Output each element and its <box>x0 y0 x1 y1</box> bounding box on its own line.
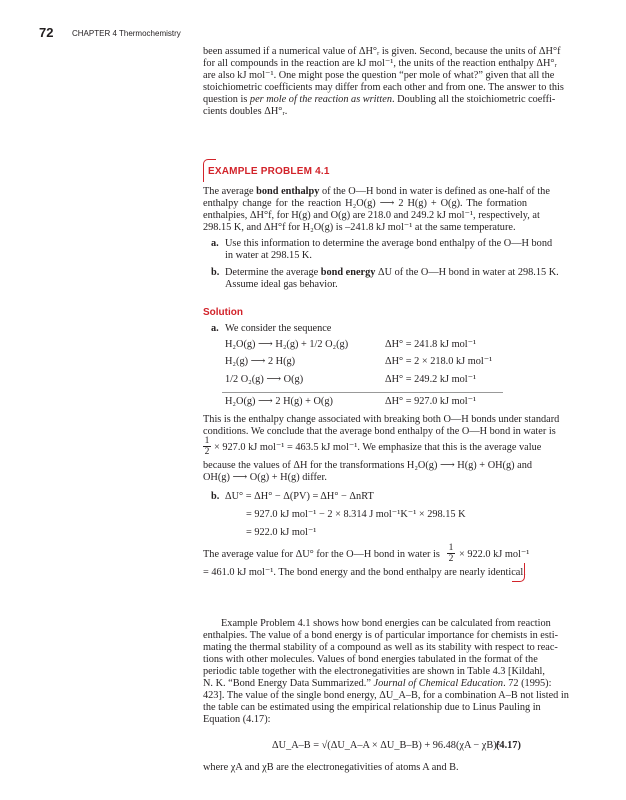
reaction: 1/2 O₂(g) ⟶ O(g) <box>225 374 304 385</box>
text-line: in water at 298.15 K. <box>225 250 312 261</box>
equation-line: = 922.0 kJ mol⁻¹ <box>246 527 317 538</box>
text-line: Equation (4.17): <box>203 714 271 725</box>
text-line: 298.15 K, and ΔH°f for H₂O(g) is –241.8 kJ mol⁻¹ at the same temperature. <box>203 222 516 233</box>
sum-divider <box>222 392 503 393</box>
text: The average <box>203 186 257 197</box>
text: Determine the average <box>225 267 321 278</box>
text: . Doubling all the stoichiometric coeffi- <box>391 94 556 105</box>
text-line: stoichiometric coefficients may differ from each other and from one. The answer to this <box>203 82 564 93</box>
text-line: are also kJ mol⁻¹. One might pose the question “per mole of what?” given that all the <box>203 70 555 81</box>
page-number: 72 <box>39 25 54 40</box>
item-label: b. <box>211 491 220 502</box>
journal-title: Journal of Chemical Education <box>373 678 504 689</box>
text-line: the table can be estimated using the empirical relationship due to Linus Pauling in <box>203 702 541 713</box>
bold-term: bond enthalpy <box>256 186 320 197</box>
text-line: × 927.0 kJ mol⁻¹ = 463.5 kJ mol⁻¹. We emphasize that this is the average value <box>214 442 542 453</box>
text-line: periodic table together with the electronegativities are shown in Table 4.3 [Kildahl, <box>203 666 545 677</box>
text-line: OH(g) ⟶ O(g) + H(g) differ. <box>203 472 327 483</box>
text: ΔU of the O—H bond in water at 298.15 K. <box>375 267 559 278</box>
enthalpy-value: ΔH° = 249.2 kJ mol⁻¹ <box>385 374 477 385</box>
reaction: H₂O(g) ⟶ H₂(g) + 1/2 O₂(g) <box>225 339 349 350</box>
emphasis: per mole of the reaction as written <box>249 94 392 105</box>
example-title: EXAMPLE PROBLEM 4.1 <box>208 166 330 177</box>
text-line: × 922.0 kJ mol⁻¹ <box>459 549 530 560</box>
enthalpy-value: ΔH° = 241.8 kJ mol⁻¹ <box>385 339 477 350</box>
text-line: been assumed if a numerical value of ΔH°ᵣ is given. Second, because the units of ΔH°f <box>203 46 561 57</box>
text-line <box>225 267 559 279</box>
chapter-title: CHAPTER 4 Thermochemistry <box>72 29 181 38</box>
fraction-denominator: 2 <box>448 554 454 564</box>
text-line: 423]. The value of the single bond energy, ΔU_A–B, for a combination A–B not listed in <box>203 690 569 701</box>
reaction: H₂O(g) ⟶ 2 H(g) + O(g) <box>225 396 333 407</box>
text-line: Example Problem 4.1 shows how bond energies can be calculated from reaction <box>221 618 551 629</box>
text-line: for all compounds in the reaction are kJ mol⁻¹, the units of the reaction enthalpy ΔH°ᵣ <box>203 58 557 69</box>
text-line: tions with other molecules. Values of bond energies tabulated in the format of the <box>203 654 538 665</box>
item-label: a. <box>211 323 219 334</box>
fraction-numerator: 1 <box>448 543 454 553</box>
text-line: enthalpies, ΔH°f, for H(g) and O(g) are 218.0 and 249.2 kJ mol⁻¹, respectively, at <box>203 210 540 221</box>
text-line: = 461.0 kJ mol⁻¹. The bond energy and the bond enthalpy are nearly identical. <box>203 567 526 578</box>
enthalpy-value: ΔH° = 927.0 kJ mol⁻¹ <box>385 396 477 407</box>
text-line: This is the enthalpy change associated with breaking both O—H bonds under standard <box>203 414 560 425</box>
pauling-equation: ΔU_A–B = √(ΔU_A–A × ΔU_B–B) + 96.48(χA − χB)² <box>272 740 500 751</box>
text: of the O—H bond in water is defined as one-half of the <box>319 186 550 197</box>
text: N. K. “Bond Energy Data Summarized.” <box>203 678 374 689</box>
bold-term: bond energy <box>320 267 376 278</box>
text: question is <box>203 94 250 105</box>
reaction: H₂(g) ⟶ 2 H(g) <box>225 356 296 367</box>
item-label: b. <box>211 267 220 278</box>
text-line: where χA and χB are the electronegativities of atoms A and B. <box>203 762 459 773</box>
equation-line: ΔU° = ΔH° − Δ(PV) = ΔH° − ΔnRT <box>225 491 374 502</box>
text-line: conditions. We conclude that the average bond enthalpy of the O—H bond in water is <box>203 426 556 437</box>
text-line: because the values of ΔH for the transformations H₂O(g) ⟶ H(g) + OH(g) and <box>203 460 533 471</box>
text-line <box>203 94 556 106</box>
text-line: mating the thermal stability of a compound as well as its stability with respect to reac- <box>203 642 558 653</box>
fraction-numerator: 1 <box>204 436 210 446</box>
text-line: We consider the sequence <box>225 323 332 334</box>
text-line: Use this information to determine the average bond enthalpy of the O—H bond <box>225 238 553 249</box>
text-line: enthalpy change for the reaction H₂O(g) ⟶ 2 H(g) + O(g). The formation <box>203 198 527 209</box>
fraction-denominator: 2 <box>204 447 210 457</box>
text-line <box>203 186 550 198</box>
enthalpy-value: ΔH° = 2 × 218.0 kJ mol⁻¹ <box>385 356 493 367</box>
text-line: enthalpies. The value of a bond energy is of particular importance for chemists in esti- <box>203 630 559 641</box>
text-line: Assume ideal gas behavior. <box>225 279 338 290</box>
text-line: The average value for ΔU° for the O—H bond in water is <box>203 549 440 560</box>
text-line: cients doubles ΔH°ᵣ. <box>203 106 288 117</box>
item-label: a. <box>211 238 219 249</box>
text-line <box>203 678 552 690</box>
equation-line: = 927.0 kJ mol⁻¹ − 2 × 8.314 J mol⁻¹K⁻¹ × 298.15 K <box>246 509 466 520</box>
equation-number: (4.17) <box>496 740 521 751</box>
text: . 72 (1995): <box>503 678 552 689</box>
example-bracket-bottom <box>512 563 525 582</box>
solution-heading: Solution <box>203 307 243 318</box>
